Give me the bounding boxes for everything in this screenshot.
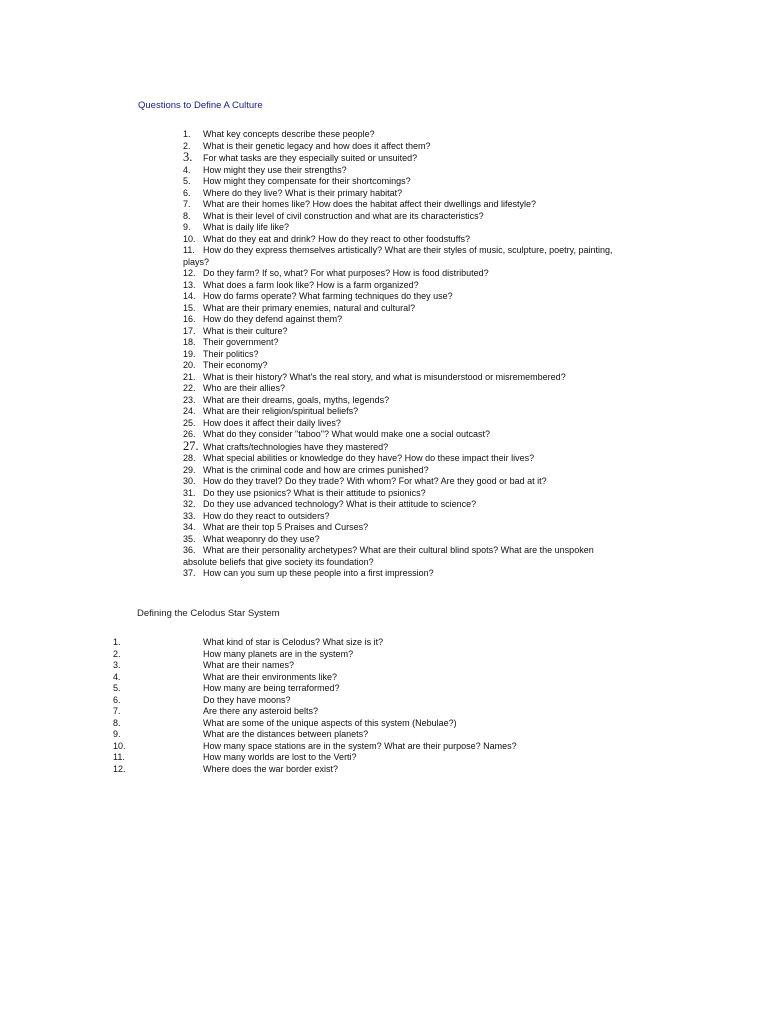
list-item [113,729,573,741]
item-text: Where do they live? What is their primary habitat? [203,187,403,198]
item-text: What does a farm look like? How is a farm organized? [203,279,419,290]
list-item [183,152,628,165]
item-text: Their economy? [203,360,268,370]
item-text: For what tasks are they especially suited or unsuited? [203,153,418,163]
item-number: 2. [183,140,191,151]
item-number: 9. [183,222,191,232]
item-text: Where does the war border exist? [203,763,339,774]
item-number: 6. [113,694,121,705]
item-number: 5. [113,683,121,693]
list-item [183,453,628,465]
list-item [183,465,628,477]
list-item [183,326,628,338]
item-number: 14. [183,291,196,301]
item-number: 30. [183,476,196,486]
item-number: 3. [183,150,193,164]
item-text: How many worlds are lost to the Verti? [203,752,357,762]
item-text: How do they react to outsiders? [203,510,330,521]
list-item [183,383,628,395]
list-item [183,406,628,418]
item-text: How might they use their strengths? [203,164,347,175]
item-text: Do they use psionics? What is their attitude to psionics? [203,487,426,498]
item-number: 35. [183,533,196,544]
item-number: 11. [183,245,195,255]
list-item [183,176,628,188]
list-item [183,499,628,511]
list-item [183,488,628,500]
section-title-star-system: Defining the Celodus Star System [137,608,280,619]
item-text: How many are being terraformed? [203,683,340,693]
list-item [183,211,628,223]
item-number: 8. [183,210,191,221]
item-text: What kind of star is Celodus? What size is it? [203,637,384,647]
item-number: 7. [113,706,121,716]
list-item [183,522,628,534]
item-text: Are there any asteroid belts? [203,706,319,716]
list-item [183,534,628,546]
list-item [183,280,628,292]
list-item [183,372,628,384]
item-text: What are their homes like? How does the habitat affect their dwellings and lifestyle? [203,199,537,209]
list-item [183,245,628,268]
list-item [183,429,628,441]
list-item [113,741,573,753]
list-item [113,683,573,695]
item-number: 1. [183,129,191,139]
item-text: Their politics? [203,348,259,359]
item-text: What are the distances between planets? [203,729,369,739]
item-number: 34. [183,522,196,532]
item-number: 27. [183,438,199,453]
star-system-questions-list [113,637,573,775]
item-text: How can you sum up these people into a first impression? [203,568,434,578]
item-text: How do farms operate? What farming techniques do they use? [203,291,453,301]
list-item [183,129,628,141]
item-number: 12. [183,268,196,278]
list-item [113,752,573,764]
item-number: 25. [183,417,196,428]
item-number: 20. [183,360,196,370]
item-text: What are their religion/spiritual beliefs? [203,406,359,416]
list-item [183,314,628,326]
list-item [113,660,573,672]
list-item [183,511,628,523]
item-number: 15. [183,302,196,313]
item-text: What are some of the unique aspects of this system (Nebulae?) [203,717,457,728]
item-text: What key concepts describe these people? [203,129,375,139]
item-number: 10. [113,740,126,751]
list-item [183,349,628,361]
culture-questions-list [183,129,628,580]
item-number: 23. [183,394,196,405]
item-number: 31. [183,487,196,498]
item-number: 21. [183,371,196,382]
list-item [113,672,573,684]
item-text: How many space stations are in the system? What are their purpose? Names? [203,740,517,751]
item-text: How might they compensate for their shortcomings? [203,176,411,186]
item-number: 33. [183,510,196,521]
item-number: 29. [183,464,196,475]
item-number: 28. [183,453,196,463]
item-text: How do they travel? Do they trade? With whom? For what? Are they good or bad at it? [203,476,547,486]
item-number: 7. [183,199,191,209]
item-text: How do they defend against them? [203,314,343,324]
list-item [183,438,628,454]
list-item [183,291,628,303]
item-text: Do they have moons? [203,694,291,705]
list-item [183,418,628,430]
list-item [113,706,573,718]
item-number: 18. [183,337,196,347]
item-text: What do they consider "taboo"? What would make one a social outcast? [203,429,491,439]
list-item [113,764,573,776]
item-text: What are their names? [203,660,295,670]
item-number: 19. [183,348,196,359]
item-text: What are their personality archetypes? What are their cultural blind spots? What are the unspoken absolute beliefs that give society its foundation? [183,545,594,567]
item-number: 26. [183,429,196,439]
list-item [183,545,628,568]
item-number: 24. [183,406,196,416]
item-text: What is their genetic legacy and how does it affect them? [203,140,431,151]
item-number: 4. [113,671,121,682]
item-number: 8. [113,717,121,728]
item-number: 3. [113,660,121,670]
item-text: What crafts/technologies have they mastered? [203,441,389,452]
item-number: 17. [183,325,196,336]
item-number: 32. [183,499,196,509]
item-number: 11. [113,752,125,762]
list-item [183,395,628,407]
list-item [183,476,628,488]
item-text: What are their top 5 Praises and Curses? [203,522,369,532]
list-item [183,303,628,315]
item-number: 10. [183,233,196,244]
item-text: Do they farm? If so, what? For what purposes? How is food distributed? [203,268,489,278]
item-text: What is the criminal code and how are crimes punished? [203,464,429,475]
item-text: How do they express themselves artistically? What are their styles of music, sculpture, poetry, painting, plays? [183,245,613,267]
item-text: What is their culture? [203,325,288,336]
item-number: 36. [183,545,196,555]
list-item [113,718,573,730]
item-number: 2. [113,648,121,659]
list-item [183,199,628,211]
item-text: What weaponry do they use? [203,533,320,544]
item-number: 12. [113,763,126,774]
list-item [113,695,573,707]
item-text: What is daily life like? [203,222,290,232]
item-number: 9. [113,729,121,739]
list-item [183,188,628,200]
list-item [183,360,628,372]
list-item [183,268,628,280]
list-item [183,165,628,177]
item-number: 22. [183,383,196,393]
list-item [113,649,573,661]
list-item [183,568,628,580]
item-text: What are their dreams, goals, myths, legends? [203,394,390,405]
item-text: What special abilities or knowledge do they have? How do these impact their lives? [203,453,535,463]
list-item [183,234,628,246]
item-text: What are their environments like? [203,671,338,682]
item-text: Who are their allies? [203,383,286,393]
list-item [183,222,628,234]
item-text: What is their level of civil construction and what are its characteristics? [203,210,484,221]
item-number: 16. [183,314,196,324]
list-item [113,637,573,649]
item-text: How does it affect their daily lives? [203,417,341,428]
item-text: What do they eat and drink? How do they react to other foodstuffs? [203,233,470,244]
item-text: What is their history? What's the real story, and what is misunderstood or misremembered? [203,371,566,382]
item-number: 5. [183,176,191,186]
item-text: How many planets are in the system? [203,648,354,659]
item-text: Their government? [203,337,279,347]
item-number: 1. [113,637,121,647]
item-number: 37. [183,568,196,578]
section-title-culture: Questions to Define A Culture [138,100,263,111]
list-item [183,337,628,349]
list-item [183,141,628,153]
item-number: 13. [183,279,196,290]
item-text: Do they use advanced technology? What is their attitude to science? [203,499,477,509]
item-text: What are their primary enemies, natural and cultural? [203,302,416,313]
item-number: 4. [183,164,191,175]
item-number: 6. [183,187,191,198]
